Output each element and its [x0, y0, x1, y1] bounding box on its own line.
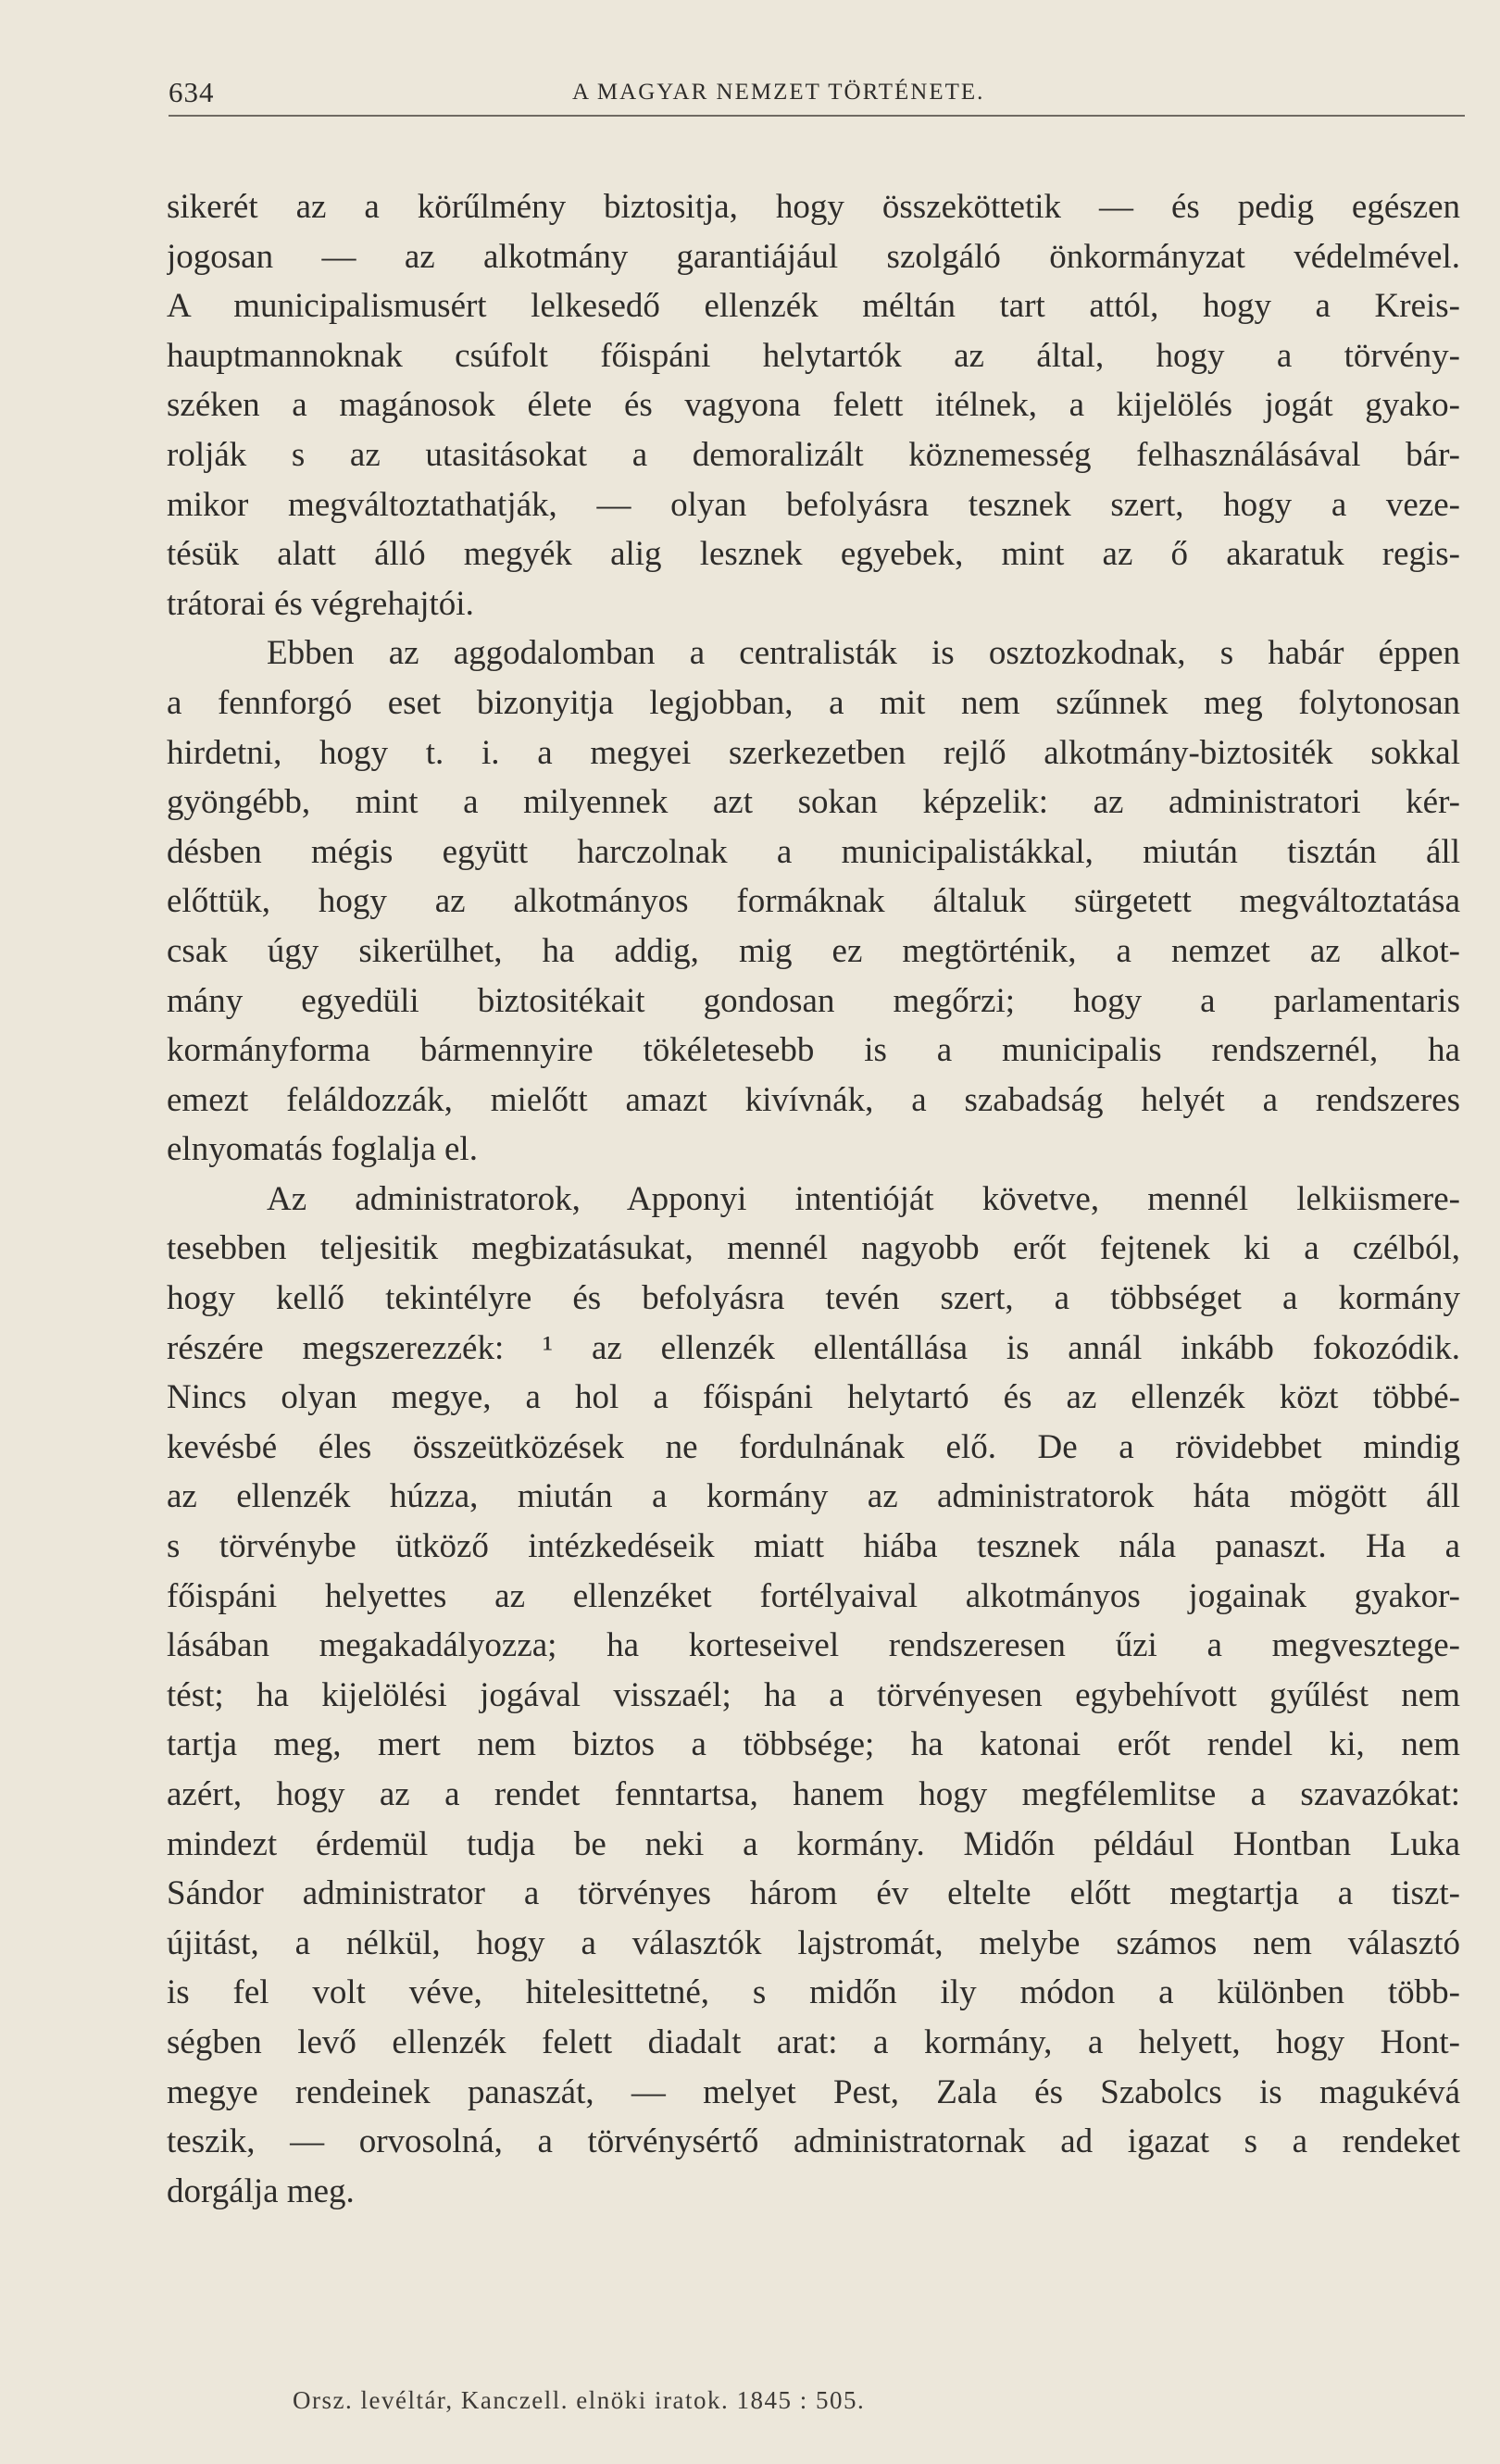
text-line: a fennforgó eset bizonyitja legjobban, a mit nem szűnnek meg folytonosan — [167, 683, 1460, 722]
text-line: az ellenzék húzza, miután a kormány az administratorok háta mögött áll — [167, 1477, 1460, 1516]
text-line: azért, hogy az a rendet fenntartsa, hanem hogy megfélemlitse a szavazókat: — [167, 1775, 1460, 1813]
text-line: mány egyedüli biztositékait gondosan megőrzi; hogy a parlamentaris — [167, 981, 1460, 1020]
text-line: lásában megakadályozza; ha korteseivel rendszeresen űzi a megvesztege- — [167, 1626, 1460, 1665]
text-line: részére megszerezzék: ¹ az ellenzék ellentállása is annál inkább fokozódik. — [167, 1328, 1460, 1367]
text-line: hauptmannoknak csúfolt főispáni helytartók az által, hogy a törvény- — [167, 336, 1460, 375]
text-line: Az administratorok, Apponyi intentióját követve, mennél lelkiismere- — [267, 1179, 1460, 1218]
page-header — [169, 70, 1465, 117]
text-line: teszik, — orvosolná, a törvénysértő administratornak ad igazat s a rendeket — [167, 2122, 1460, 2161]
body-text — [167, 182, 1460, 2216]
text-line: előttük, hogy az alkotmányos formáknak általuk sürgetett megváltoztatása — [167, 882, 1460, 921]
text-line: trátorai és végrehajtói. — [167, 584, 474, 623]
text-line: főispáni helyettes az ellenzéket fortélyaival alkotmányos jogainak gyakor- — [167, 1576, 1460, 1615]
text-line: s törvénybe ütköző intézkedéseik miatt hiába tesznek nála panaszt. Ha a — [167, 1527, 1460, 1566]
text-line: tést; ha kijelölési jogával visszaél; ha a törvényesen egybehívott gyűlést nem — [167, 1675, 1460, 1714]
text-line: désben mégis együtt harczolnak a municipalistákkal, miután tisztán áll — [167, 832, 1460, 871]
text-line: tésük alatt álló megyék alig lesznek egyebek, mint az ő akaratuk regis- — [167, 535, 1460, 574]
page-number: 634 — [169, 76, 215, 108]
running-head: A MAGYAR NEMZET TÖRTÉNETE. — [572, 80, 985, 105]
text-line: is fel volt véve, hitelesittetné, s midőn ily módon a különben több- — [167, 1973, 1460, 2012]
text-line: csak úgy sikerülhet, ha addig, mig ez megtörténik, a nemzet az alkot- — [167, 931, 1460, 970]
text-line: mikor megváltoztathatják, — olyan befolyásra tesznek szert, hogy a veze- — [167, 485, 1460, 524]
text-line: kevésbé éles összeütközések ne fordulnának elő. De a rövidebbet mindig — [167, 1427, 1460, 1466]
text-line: újitást, a nélkül, hogy a választók lajstromát, melybe számos nem választó — [167, 1923, 1460, 1962]
footnote: Orsz. levéltár, Kanczell. elnöki iratok. 1845 : 505. — [293, 2386, 866, 2414]
text-line: kormányforma bármennyire tökéletesebb is a municipalis rendszernél, ha — [167, 1031, 1460, 1070]
text-line: hirdetni, hogy t. i. a megyei szerkezetben rejlő alkotmány-biztositék sokkal — [167, 733, 1460, 772]
text-line: Nincs olyan megye, a hol a főispáni helytartó és az ellenzék közt többé- — [167, 1378, 1460, 1417]
text-line: elnyomatás foglalja el. — [167, 1130, 478, 1169]
text-line: tartja meg, mert nem biztos a többsége; ha katonai erőt rendel ki, nem — [167, 1725, 1460, 1764]
text-line: megye rendeinek panaszát, — melyet Pest, Zala és Szabolcs is magukévá — [167, 2072, 1460, 2111]
text-line: dorgálja meg. — [167, 2172, 355, 2210]
text-line: hogy kellő tekintélyre és befolyásra tevén szert, a többséget a kormány — [167, 1279, 1460, 1318]
text-line: gyöngébb, mint a milyennek azt sokan képzelik: az administratori kér- — [167, 783, 1460, 822]
text-line: rolják s az utasitásokat a demoralizált köznemesség felhasználásával bár- — [167, 435, 1460, 474]
text-line: Ebben az aggodalomban a centralisták is osztozkodnak, s habár éppen — [267, 634, 1460, 673]
text-line: mindezt érdemül tudja be neki a kormány. Midőn például Hontban Luka — [167, 1824, 1460, 1863]
text-line: sikerét az a körűlmény biztositja, hogy összeköttetik — és pedig egészen — [167, 188, 1460, 226]
text-line: tesebben teljesitik megbizatásukat, mennél nagyobb erőt fejtenek ki a czélból, — [167, 1229, 1460, 1268]
text-line: emezt feláldozzák, mielőtt amazt kivívnák, a szabadság helyét a rendszeres — [167, 1080, 1460, 1119]
text-line: széken a magánosok élete és vagyona felett itélnek, a kijelölés jogát gyako- — [167, 386, 1460, 425]
text-line: jogosan — az alkotmány garantiájául szolgáló önkormányzat védelmével. — [167, 237, 1460, 276]
text-line: Sándor administrator a törvényes három év eltelte előtt megtartja a tiszt- — [167, 1874, 1460, 1913]
text-line: A municipalismusért lelkesedő ellenzék méltán tart attól, hogy a Kreis- — [167, 287, 1460, 326]
text-line: ségben levő ellenzék felett diadalt arat: a kormány, a helyett, hogy Hont- — [167, 2022, 1460, 2061]
